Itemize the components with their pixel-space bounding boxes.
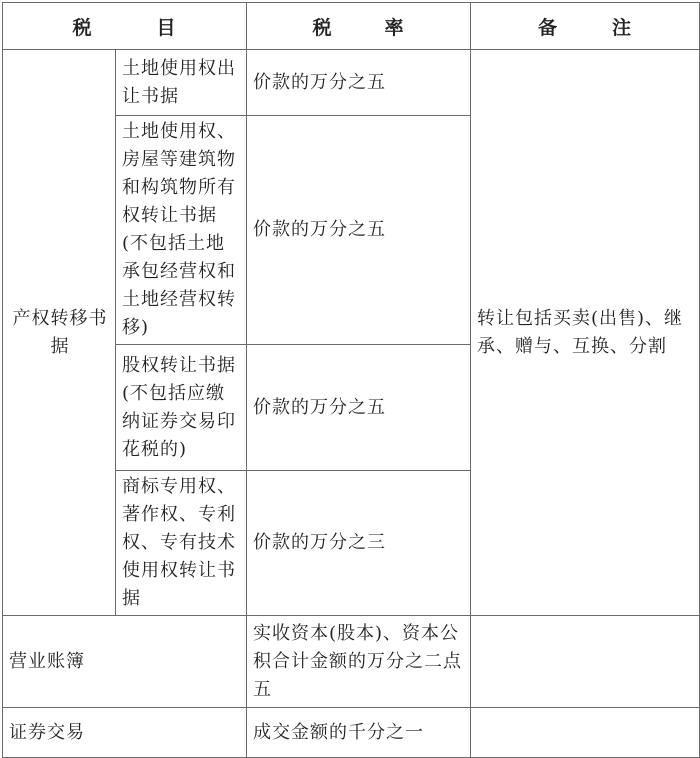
header-tax-rate: 税 率: [247, 3, 471, 50]
item-cell: [3, 708, 247, 758]
remark-label: 转让包括买卖(出售)、继承、赠与、互换、分割: [477, 307, 684, 357]
rate-label: 价款的万分之五: [253, 396, 386, 418]
remark-label: [471, 731, 699, 735]
subitem-cell: [116, 345, 247, 471]
subitem-label: 土地使用权、房屋等建筑物和构筑物所有权转让书据(不包括土地承包经营权和土地经营权转移): [122, 121, 236, 338]
subitem-cell: [116, 116, 247, 345]
rate-cell: [247, 50, 471, 116]
rate-label: 价款的万分之五: [253, 71, 386, 93]
rate-cell: [247, 471, 471, 616]
table-row: [3, 50, 700, 116]
rate-label: 价款的万分之三: [253, 532, 386, 553]
remark-label: [471, 660, 699, 664]
rate-label: 实收资本(股本)、资本公积合计金额的万分之二点五: [253, 622, 462, 700]
table-row: [3, 616, 700, 708]
remark-cell: [471, 50, 700, 616]
rate-cell: [247, 708, 471, 758]
subitem-cell: [116, 50, 247, 116]
remark-cell: [471, 708, 700, 758]
rate-label: 成交金额的千分之一: [253, 721, 424, 743]
item-cell: [3, 616, 247, 708]
subitem-label: 股权转让书据(不包括应缴纳证券交易印花税的): [122, 354, 236, 460]
header-remark: 备 注: [471, 3, 700, 50]
remark-cell: [471, 616, 700, 708]
category-label: 产权转移书据: [12, 307, 108, 357]
category-cell: [3, 50, 116, 616]
rate-cell: [247, 116, 471, 345]
header-tax-item: 税 目: [3, 3, 247, 50]
subitem-label: 土地使用权出让书据: [122, 57, 236, 107]
rate-cell: [247, 345, 471, 471]
item-label: 证券交易: [9, 721, 85, 743]
rate-cell: [247, 616, 471, 708]
subitem-label: 商标专用权、著作权、专利权、专有技术使用权转让书据: [122, 476, 236, 609]
stamp-tax-table: [2, 2, 700, 758]
item-label: 营业账簿: [9, 650, 85, 672]
table-row: [3, 708, 700, 758]
rate-label: 价款的万分之五: [253, 219, 386, 240]
subitem-cell: [116, 471, 247, 616]
header-row: [3, 3, 700, 50]
